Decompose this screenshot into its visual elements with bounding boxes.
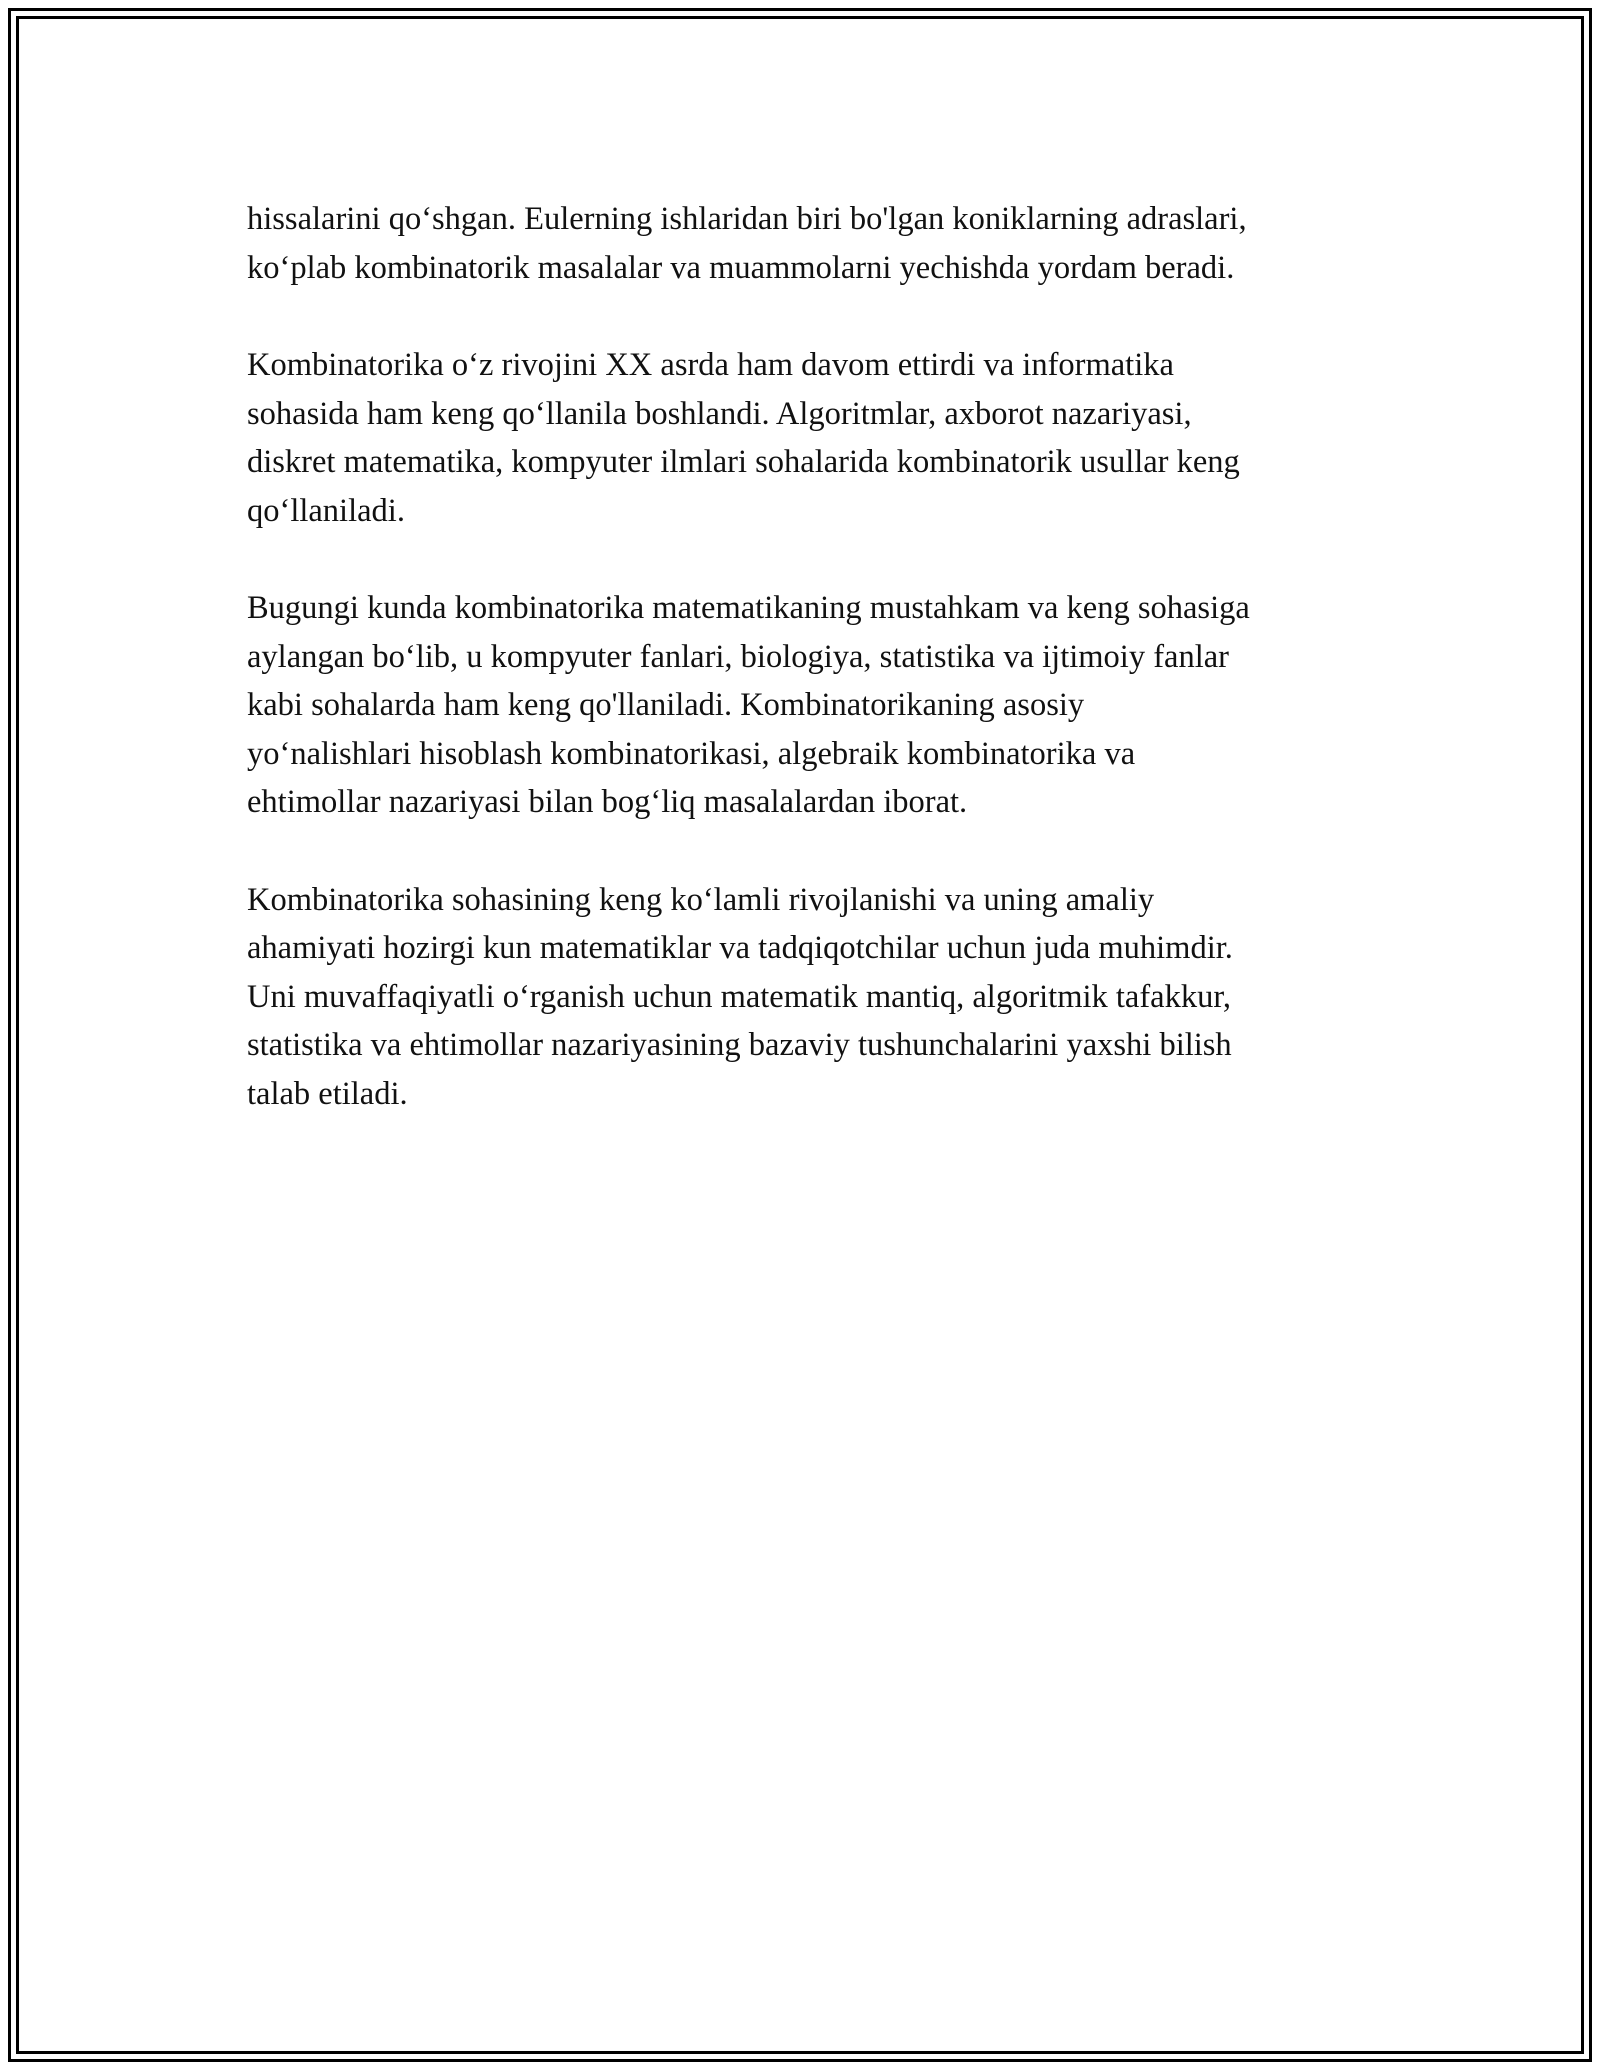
paragraph-2 <box>247 341 1397 535</box>
document-page <box>8 8 1592 2062</box>
text-line: qo‘llaniladi. <box>247 492 405 529</box>
text-line: ahamiyati hozirgi kun matematiklar va tadqiqotchilar uchun juda muhimdir. <box>247 930 1233 966</box>
text-line: yo‘nalishlari hisoblash kombinatorikasi, algebraik kombinatorika va <box>247 735 1136 772</box>
text-line: talab etiladi. <box>247 1075 408 1112</box>
text-line: kabi sohalarda ham keng qo'llaniladi. Kombinatorikaning asosiy <box>247 687 1085 723</box>
text-line: Kombinatorika o‘z rivojini XX asrda ham davom ettirdi va informatika <box>247 347 1174 383</box>
document-body <box>247 195 1397 1167</box>
text-line: Kombinatorika sohasining keng ko‘lamli rivojlanishi va uning amaliy <box>247 881 1155 918</box>
text-line: sohasida ham keng qo‘llanila boshlandi. Algoritmlar, axborot nazariyasi, <box>247 395 1192 432</box>
text-line: Uni muvaffaqiyatli o‘rganish uchun matematik mantiq, algoritmik tafakkur, <box>247 978 1231 1015</box>
text-line: hissalarini qo‘shgan. Eulerning ishlaridan biri bo'lgan koniklarning adraslari, <box>247 201 1247 237</box>
paragraph-3 <box>247 584 1397 827</box>
text-line: aylangan bo‘lib, u kompyuter fanlari, biologiya, statistika va ijtimoiy fanlar <box>247 638 1229 675</box>
paragraph-4 <box>247 876 1397 1119</box>
text-line: diskret matematika, kompyuter ilmlari sohalarida kombinatorik usullar keng <box>247 444 1240 480</box>
text-line: ko‘plab kombinatorik masalalar va muammolarni yechishda yordam beradi. <box>247 249 1235 286</box>
paragraph-1 <box>247 195 1397 292</box>
text-line: statistika va ehtimollar nazariyasining bazaviy tushunchalarini yaxshi bilish <box>247 1027 1232 1063</box>
text-line: Bugungi kunda kombinatorika matematikaning mustahkam va keng sohasiga <box>247 590 1250 626</box>
text-line: ehtimollar nazariyasi bilan bog‘liq masalalardan iborat. <box>247 784 968 820</box>
